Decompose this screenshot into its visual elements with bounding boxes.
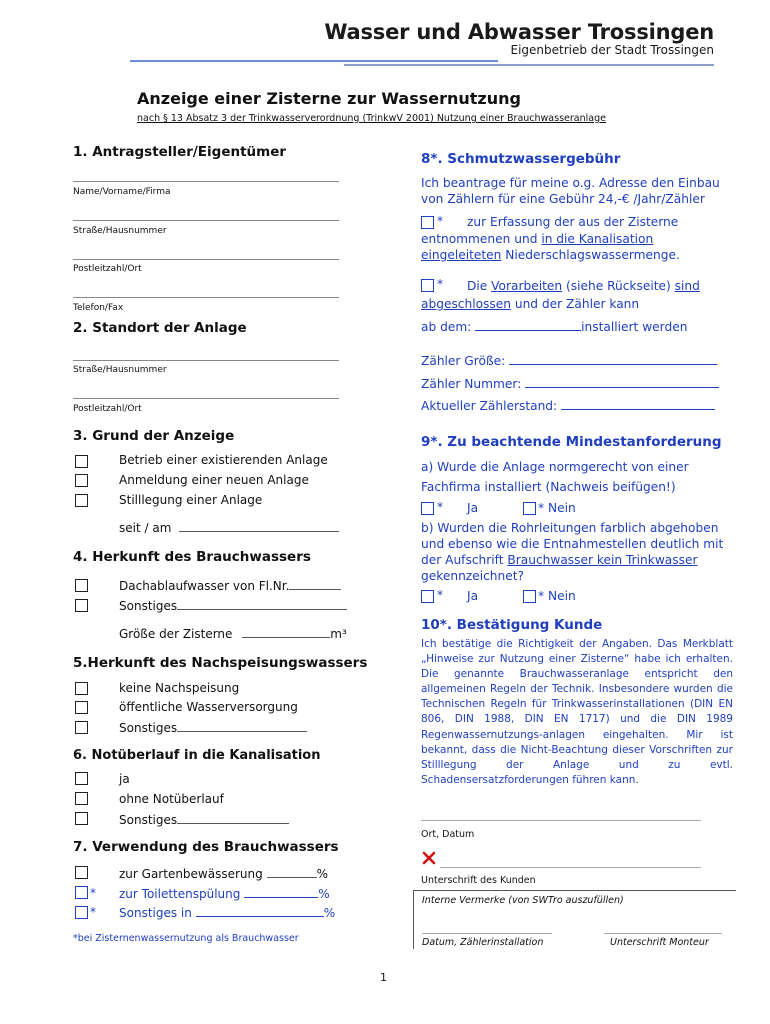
- public-supply-checkbox[interactable]: [75, 701, 88, 714]
- no-label: * Nein: [538, 589, 576, 603]
- header-divider: [344, 64, 714, 66]
- section-heading-sewage-fee: 8*. Schmutzwassergebühr: [421, 151, 621, 167]
- requirement-b-line: b) Wurden die Rohrleitungen farblich abgehoben: [421, 521, 719, 535]
- section-heading-refill: 5.Herkunft des Nachspeisungswassers: [73, 655, 368, 671]
- text-span: und der Zähler kann: [510, 297, 640, 311]
- percent-label: %: [316, 867, 328, 881]
- fee-intro-line: Ich beantrage für meine o.g. Adresse den Einbau: [421, 176, 720, 190]
- org-subtitle: Eigenbetrieb der Stadt Trossingen: [510, 43, 714, 57]
- option-label: Sonstiges: [119, 721, 178, 735]
- since-date-field[interactable]: [179, 520, 339, 532]
- refill-other-checkbox[interactable]: [75, 721, 88, 734]
- requirement-a-line: Fachfirma installiert (Nachweis beifügen!): [421, 480, 676, 494]
- section-heading-usage: 7. Verwendung des Brauchwassers: [73, 839, 339, 855]
- percent-label: %: [318, 887, 330, 901]
- option-label: zur Toilettenspülung: [119, 887, 241, 901]
- option-label: Betrieb einer existierenden Anlage: [119, 453, 328, 467]
- asterisk: *: [437, 588, 444, 602]
- toilet-option: [119, 886, 330, 901]
- sign-here-icon: [422, 851, 436, 865]
- field-label: Telefon/Fax: [73, 303, 124, 313]
- meter-reading-field[interactable]: [561, 398, 715, 410]
- section-heading-applicant: 1. Antragsteller/Eigentümer: [73, 144, 287, 160]
- section-heading-location: 2. Standort der Anlage: [73, 320, 247, 336]
- fitter-signature-field[interactable]: [604, 933, 722, 934]
- install-date-field[interactable]: [475, 319, 581, 331]
- source-other-checkbox[interactable]: [75, 599, 88, 612]
- page-subtitle: nach § 13 Absatz 3 der Trinkwasserverordnung (TrinkwV 2001) Nutzung einer Brauchwasseranlage: [137, 113, 606, 124]
- no-refill-checkbox[interactable]: [75, 682, 88, 695]
- option-label: ohne Notüberlauf: [119, 792, 224, 806]
- garden-checkbox[interactable]: [75, 866, 88, 879]
- asterisk: *: [437, 214, 444, 228]
- no-label: * Nein: [538, 501, 576, 515]
- footnote: *bei Zisternenwassernutzung als Brauchwasser: [73, 933, 299, 944]
- install-date-internal-field[interactable]: [422, 933, 552, 934]
- text-span: entnommenen und: [421, 232, 542, 246]
- other-usage-percent-field[interactable]: [196, 905, 324, 917]
- option-label: zur Gartenbewässerung: [119, 867, 263, 881]
- phone-field[interactable]: [73, 297, 339, 298]
- option-label: Stilllegung einer Anlage: [119, 493, 263, 507]
- yes-label: Ja: [467, 501, 479, 515]
- installed-by-firm-yes-checkbox[interactable]: [421, 502, 434, 515]
- place-date-field[interactable]: [421, 820, 701, 821]
- confirmation-text: Ich bestätige die Richtigkeit der Angaben. Das Merkblatt „Hinweise zur Nutzung einer Zisterne“ habe ich erhalten. Die genannte Brauchwasseranlage entspricht den allgemeinen Regeln der Technik. Insbesondere wurden die Technischen Regeln für Trinkwasserinstallationen (DIN EN 806, DIN 1988, DIN EN 1717) und die DIN 1989 Regenwassernutzungs-anlagen eingehalten. Mir ist bekannt, dass die Nicht-Beachtung dieser Vorschriften zur Stilllegung der Anlage und zu evtl. Schadensersatzforderungen führen kann.: [421, 638, 733, 786]
- option-label: Sonstiges: [119, 813, 178, 827]
- option-text-line: [421, 248, 680, 262]
- other-usage-checkbox[interactable]: [75, 906, 88, 919]
- text-span: eingeleiteten: [421, 248, 502, 262]
- install-date-row: [421, 319, 687, 334]
- reason-decommission-checkbox[interactable]: [75, 494, 88, 507]
- pipes-marked-yes-checkbox[interactable]: [421, 590, 434, 603]
- no-text: Nein: [547, 589, 576, 603]
- reason-existing-checkbox[interactable]: [75, 455, 88, 468]
- option-label: Dachablaufwasser von Fl.Nr.: [119, 579, 290, 593]
- install-date-internal-label: Datum, Zählerinstallation: [422, 937, 544, 948]
- text-span: Niederschlagswassermenge.: [501, 248, 680, 262]
- section-heading-requirements: 9*. Zu beachtende Mindestanforderung: [421, 434, 722, 450]
- option-label: Sonstiges: [119, 599, 178, 613]
- street-field[interactable]: [73, 220, 339, 221]
- asterisk: *: [90, 905, 96, 919]
- roof-water-checkbox[interactable]: [75, 579, 88, 592]
- pipes-marked-no-checkbox[interactable]: [523, 590, 536, 603]
- text-span: (siehe Rückseite): [562, 279, 675, 293]
- no-overflow-checkbox[interactable]: [75, 792, 88, 805]
- option-label: Sonstiges in: [119, 906, 192, 920]
- installed-by-firm-no-checkbox[interactable]: [523, 502, 536, 515]
- option-text-line: [421, 297, 639, 311]
- text-span: Die: [467, 279, 492, 293]
- yes-label: Ja: [467, 589, 479, 603]
- no-text: Nein: [547, 501, 576, 515]
- meter-number-field[interactable]: [525, 376, 719, 388]
- header-divider: [130, 60, 498, 62]
- place-date-label: Ort, Datum: [421, 829, 475, 840]
- garden-option: [119, 866, 328, 881]
- refill-other-option: [119, 720, 307, 735]
- cistern-size-field[interactable]: [242, 626, 330, 638]
- location-street-field[interactable]: [73, 360, 339, 361]
- toilet-checkbox[interactable]: [75, 886, 88, 899]
- cistern-size-label: Größe der Zisterne: [119, 627, 233, 641]
- toilet-percent-field[interactable]: [244, 886, 318, 898]
- meter-size-row: [421, 353, 717, 368]
- parcel-number-field[interactable]: [289, 578, 341, 590]
- requirement-b-line: und ebenso wie die Entnahmestellen deutlich mit: [421, 537, 724, 551]
- page-number: 1: [380, 971, 387, 984]
- option-label: zur Erfassung der aus der Zisterne: [467, 215, 679, 229]
- roof-water-option: [119, 578, 341, 593]
- installed-label: installiert werden: [581, 320, 688, 334]
- field-label: Straße/Hausnummer: [73, 226, 167, 236]
- source-other-option: [119, 598, 347, 613]
- text-span: der Aufschrift: [421, 553, 508, 567]
- signature-field[interactable]: [440, 867, 701, 868]
- option-label: öffentliche Wasserversorgung: [119, 700, 298, 714]
- meter-number-row: [421, 376, 719, 391]
- overflow-other-option: [119, 812, 289, 827]
- unit-label: m³: [330, 627, 347, 641]
- section-heading-water-source: 4. Herkunft des Brauchwassers: [73, 549, 311, 565]
- section-heading-confirmation: 10*. Bestätigung Kunde: [421, 617, 603, 633]
- section-heading-overflow: 6. Notüberlauf in die Kanalisation: [73, 748, 321, 763]
- since-label: [119, 520, 339, 535]
- text-span: abgeschlossen: [421, 297, 511, 311]
- field-label: Postleitzahl/Ort: [73, 264, 142, 274]
- field-label: Postleitzahl/Ort: [73, 404, 142, 414]
- postal-field[interactable]: [73, 259, 339, 260]
- meter-size-label: Zähler Größe:: [421, 354, 506, 368]
- overflow-other-field[interactable]: [177, 812, 289, 824]
- option-text-line: [421, 232, 653, 246]
- prework-done-checkbox[interactable]: [421, 279, 434, 292]
- other-usage-option: [119, 905, 335, 920]
- text-span: Brauchwasser kein Trinkwasser: [507, 553, 698, 567]
- signature-label: Unterschrift des Kunden: [421, 875, 536, 886]
- field-label: Name/Vorname/Firma: [73, 187, 171, 197]
- meter-reading-label: Aktueller Zählerstand:: [421, 399, 558, 413]
- percent-label: %: [323, 906, 336, 920]
- asterisk: *: [437, 500, 444, 514]
- requirement-b-line: [421, 553, 697, 567]
- since-text: seit / am: [119, 521, 172, 535]
- text-span: Vorarbeiten: [491, 279, 563, 293]
- refill-other-field[interactable]: [177, 720, 307, 732]
- name-field[interactable]: [73, 181, 339, 182]
- reason-new-checkbox[interactable]: [75, 474, 88, 487]
- option-label: keine Nachspeisung: [119, 681, 240, 695]
- text-span: sind: [674, 279, 700, 293]
- overflow-other-checkbox[interactable]: [75, 812, 88, 825]
- cistern-metering-checkbox[interactable]: [421, 216, 434, 229]
- cistern-size-row: [119, 626, 347, 641]
- section-heading-reason: 3. Grund der Anzeige: [73, 428, 235, 444]
- from-label: ab dem:: [421, 320, 472, 334]
- field-label: Straße/Hausnummer: [73, 365, 167, 375]
- meter-reading-row: [421, 398, 715, 413]
- internal-notes-title: Interne Vermerke (von SWTro auszufüllen): [422, 895, 624, 906]
- meter-number-label: Zähler Nummer:: [421, 377, 522, 391]
- option-label: Anmeldung einer neuen Anlage: [119, 473, 309, 487]
- option-text-line: [467, 279, 700, 293]
- garden-percent-field[interactable]: [267, 866, 317, 878]
- page-title: Anzeige einer Zisterne zur Wassernutzung: [137, 89, 521, 108]
- org-name: Wasser und Abwasser Trossingen: [324, 20, 714, 44]
- source-other-field[interactable]: [177, 598, 347, 610]
- meter-size-field[interactable]: [509, 353, 717, 365]
- fitter-signature-label: Unterschrift Monteur: [610, 937, 709, 948]
- asterisk: *: [90, 886, 96, 900]
- requirement-a-line: a) Wurde die Anlage normgerecht von einer: [421, 460, 689, 474]
- asterisk: *: [437, 277, 444, 291]
- location-postal-field[interactable]: [73, 398, 339, 399]
- overflow-yes-checkbox[interactable]: [75, 772, 88, 785]
- requirement-b-line: gekennzeichnet?: [421, 569, 524, 583]
- option-label: ja: [119, 772, 130, 786]
- text-span: in die Kanalisation: [541, 232, 654, 246]
- fee-intro-line: von Zählern für eine Gebühr 24,-€ /Jahr/Zähler: [421, 192, 705, 206]
